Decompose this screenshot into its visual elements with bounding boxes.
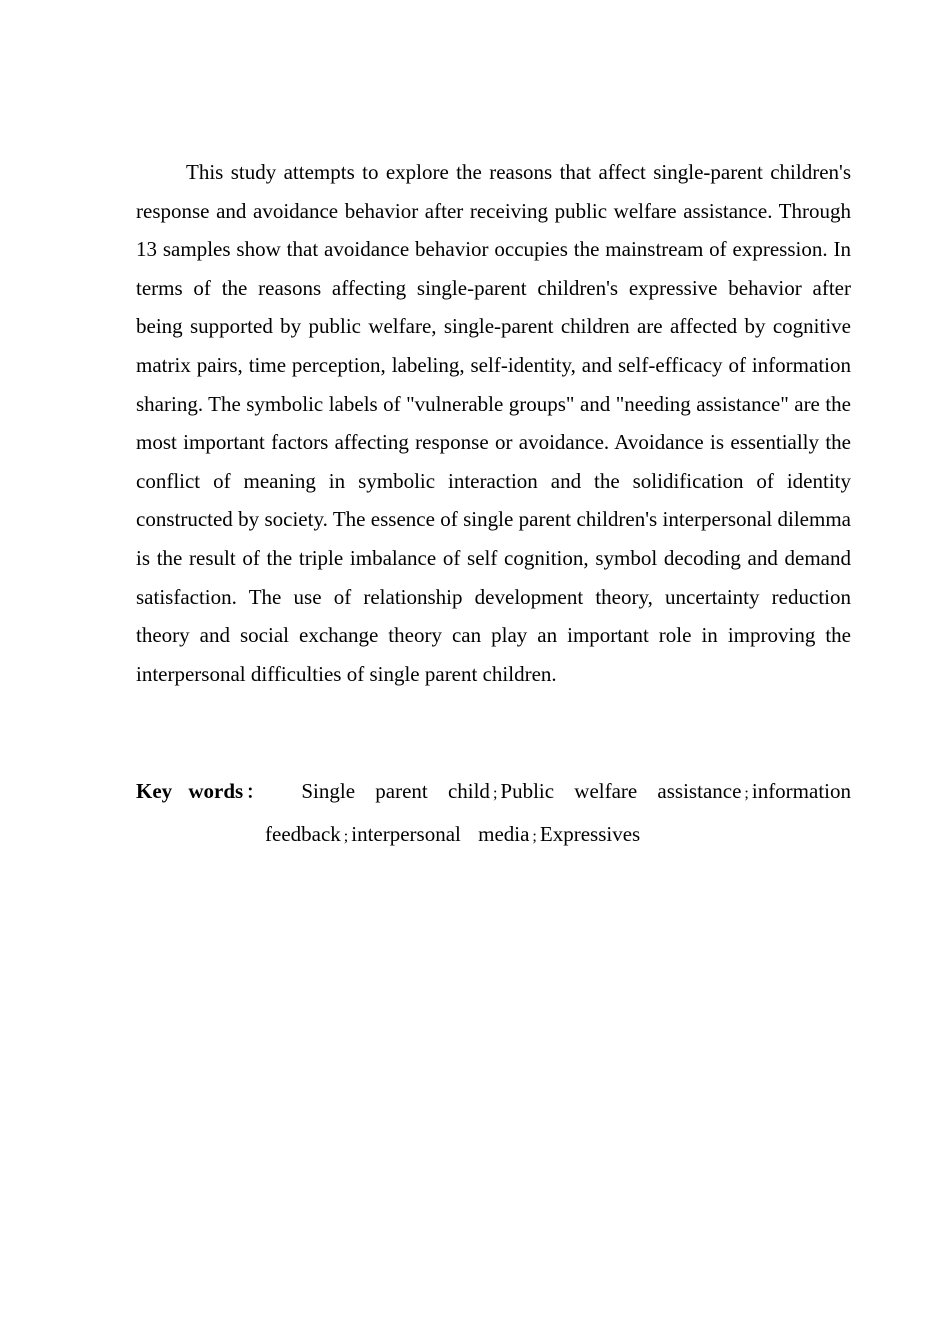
- keyword-item: Public welfare assistance: [500, 779, 742, 803]
- keyword-item: information feedback: [265, 779, 852, 846]
- keyword-item: interpersonal media: [351, 822, 530, 846]
- keywords-section: [136, 771, 851, 857]
- abstract-paragraph: This study attempts to explore the reasons that affect single-parent children's response and avoidance behavior after receiving public welfare assistance. Through 13 samples show that avoidance behavior occupies the mainstream of expression. In terms of the reasons affecting single-parent children's expressive behavior after being supported by public welfare, single-parent children are affected by cognitive matrix pairs, time perception, labeling, self-identity, and self-efficacy of information sharing. The symbolic labels of "vulnerable groups" and "needing assistance" are the most important factors affecting response or avoidance. Avoidance is essentially the conflict of meaning in symbolic interaction and the solidification of identity constructed by society. The essence of single parent children's interpersonal dilemma is the result of the triple imbalance of self cognition, symbol decoding and demand satisfaction. The use of relationship development theory, uncertainty reduction theory and social exchange theory can play an important role in improving the interpersonal difficulties of single parent children.: [136, 160, 851, 686]
- keyword-separator: ;: [492, 785, 498, 802]
- keyword-separator: ;: [343, 828, 349, 845]
- keyword-item: Single parent child: [301, 779, 490, 803]
- keyword-item: Expressives: [539, 822, 641, 846]
- keywords-colon: ：: [243, 782, 268, 802]
- keywords-label: Key words: [136, 779, 244, 803]
- keyword-separator: ;: [532, 828, 537, 845]
- keyword-separator: ;: [744, 785, 749, 802]
